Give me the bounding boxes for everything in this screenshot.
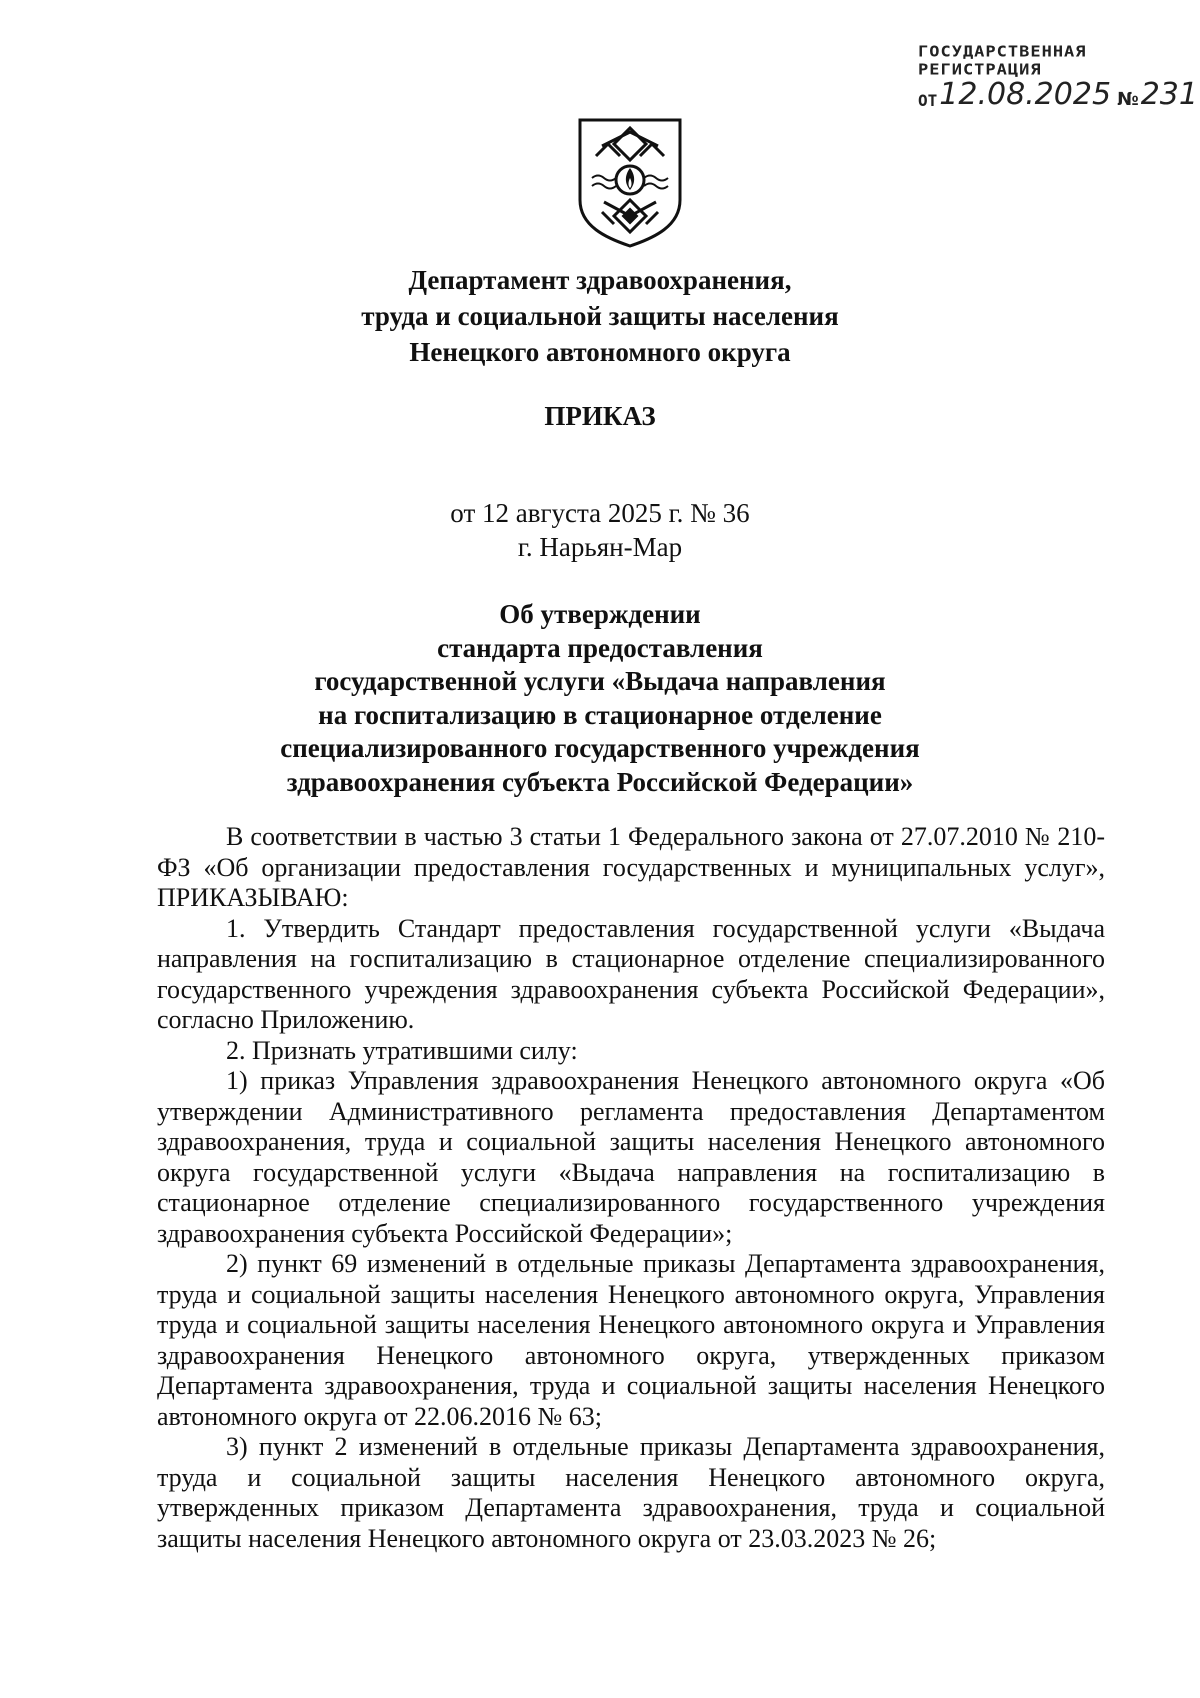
stamp-date: 12.08.2025 bbox=[939, 77, 1112, 112]
body-paragraph: 1. Утвердить Стандарт предоставления государственной услуги «Выдача направления на госпитализацию в стационарное отделение специализированного государственного учреждения здравоохранения субъекта Российской Федерации», согласно Приложению. bbox=[157, 913, 1105, 1034]
subject-line: стандарта предоставления bbox=[437, 632, 763, 663]
stamp-ot: ОТ bbox=[918, 91, 938, 110]
stamp-line-2: РЕГИСТРАЦИЯ bbox=[918, 61, 1042, 80]
body-paragraph: В соответствии в частью 3 статьи 1 Федерального закона от 27.07.2010 № 210-ФЗ «Об организации предоставления государственных и муниципальных услуг», ПРИКАЗЫВАЮ: bbox=[157, 822, 1105, 912]
stamp-line-1: ГОСУДАРСТВЕННАЯ bbox=[918, 43, 1087, 62]
order-subject bbox=[150, 598, 1050, 799]
stamp-date-row bbox=[918, 77, 1198, 112]
header-line: Ненецкого автономного округа bbox=[409, 337, 791, 367]
subject-line: специализированного государственного учреждения bbox=[280, 733, 920, 763]
subject-line: на госпитализацию в стационарное отделение bbox=[318, 699, 882, 730]
subject-line: Об утверждении bbox=[499, 599, 701, 629]
order-city: г. Нарьян-Мар bbox=[517, 532, 683, 562]
order-dateline bbox=[150, 496, 1050, 564]
registration-stamp bbox=[918, 43, 1198, 112]
header-line: Департамент здравоохранения, bbox=[408, 265, 792, 295]
coat-of-arms-icon bbox=[574, 116, 686, 250]
body-paragraph: 1) приказ Управления здравоохранения Ненецкого автономного округа «Об утверждении Административного регламента предоставления Департаментом здравоохранения, труда и социальной защиты населения Ненецкого автономного округа государственной услуги «Выдача направления на госпитализацию в стационарное отделение специализированного государственного учреждения здравоохранения субъекта Российской Федерации»; bbox=[157, 1066, 1105, 1248]
body-paragraph: 2. Признать утратившими силу: bbox=[226, 1035, 578, 1065]
stamp-number-sign: № bbox=[1117, 89, 1139, 110]
order-title: ПРИКАЗ bbox=[544, 401, 656, 431]
body-paragraph: 3) пункт 2 изменений в отдельные приказы Департамента здравоохранения, труда и социальной защиты населения Ненецкого автономного округа, утвержденных приказом Департамента здравоохранения, труда и социальной защиты населения Ненецкого автономного округа от 23.03.2023 № 26; bbox=[157, 1432, 1105, 1553]
department-header bbox=[150, 262, 1050, 370]
body-paragraph: 2) пункт 69 изменений в отдельные приказы Департамента здравоохранения, труда и социальной защиты населения Ненецкого автономного округа, Управления труда и социальной защиты населения Ненецкого автономного округа и Управления здравоохранения Ненецкого автономного округа, утвержденных приказом Департамента здравоохранения, труда и социальной защиты населения Ненецкого автономного округа от 22.06.2016 № 63; bbox=[157, 1249, 1105, 1431]
order-body bbox=[157, 822, 1105, 1554]
subject-line: государственной услуги «Выдача направления bbox=[314, 666, 886, 696]
header-line: труда и социальной защиты населения bbox=[361, 301, 839, 331]
order-date-number: от 12 августа 2025 г. № 36 bbox=[450, 498, 750, 528]
stamp-number: 231 bbox=[1140, 77, 1198, 112]
subject-line: здравоохранения субъекта Российской Федерации» bbox=[286, 766, 914, 797]
